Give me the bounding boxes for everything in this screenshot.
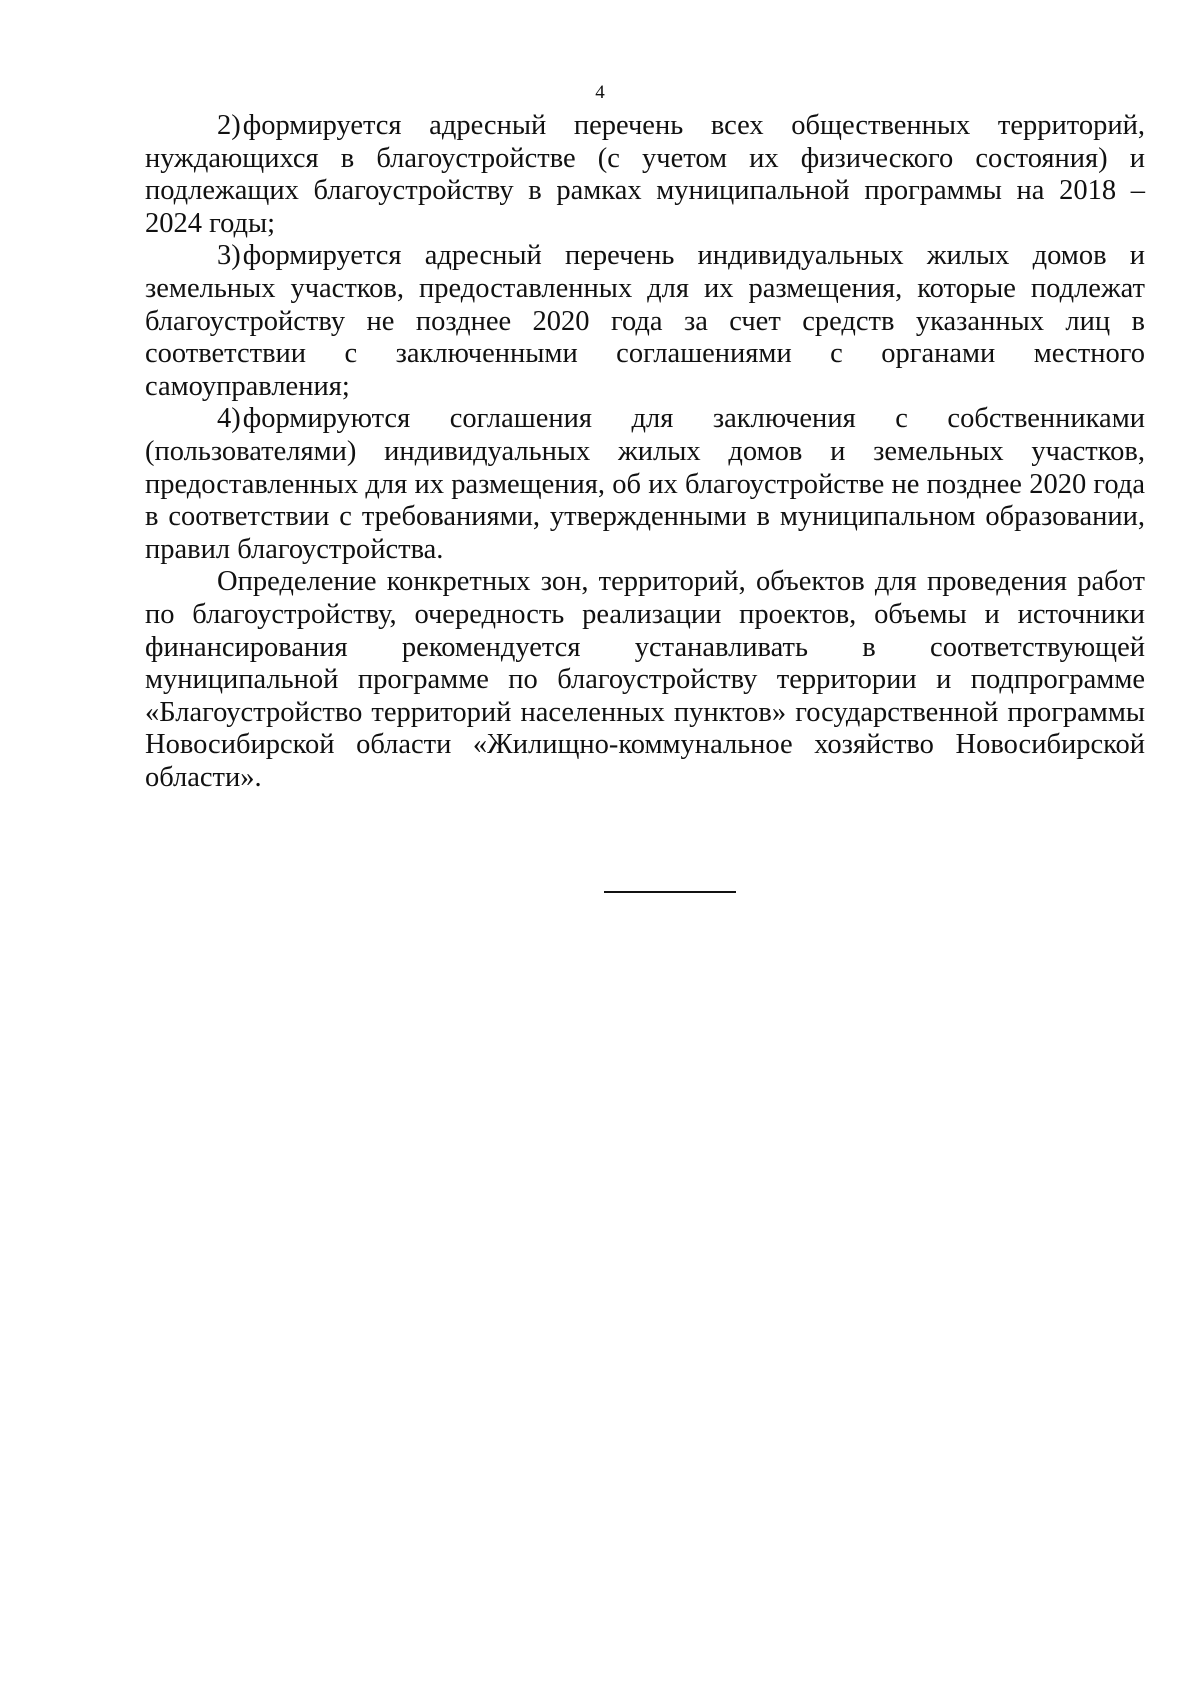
paragraph-text: Определение конкретных зон, территорий, объектов для проведения работ по благоустройству, очередность реализации проектов, объемы и источники финансирования рекомендуется устанавливать в соответствующей муниципальной программе по благоустройству территории и подпрограмме «Благоустройство территорий населенных пунктов» государственной программы Новосибирской области «Жилищно-коммунальное хозяйство Новосибирской области». (145, 566, 1145, 793)
item-number: 4) (217, 403, 241, 435)
paragraph-text: формируется адресный перечень индивидуальных жилых домов и земельных участков, предоставленных для их размещения, которые подлежат благоустройству не позднее 2020 года за счет средств указанных лиц в соответствии с заключенными соглашениями с органами местного самоуправления; (145, 240, 1145, 402)
page-number: 4 (595, 82, 605, 103)
item-number: 2) (217, 110, 241, 141)
item-number: 3) (217, 240, 241, 272)
paragraph-text: формируются соглашения для заключения с собственниками (пользователями) индивидуальных жилых домов и земельных участков, предоставленных для их размещения, об их благоустройстве не позднее 2020 года в соответствии с требованиями, утвержденными в муниципальном образовании, правил благоустройства. (145, 403, 1145, 565)
paragraph-item-2 (145, 110, 1145, 240)
paragraph-text: формируется адресный перечень всех общественных территорий, нуждающихся в благоустройстве (с учетом их физического состояния) и подлежащих благоустройству в рамках муниципальной программы на 2018 – 2024 годы; (145, 110, 1145, 239)
paragraph-conclusion (145, 566, 1145, 794)
paragraph-item-3 (145, 240, 1145, 403)
document-body (145, 110, 1145, 794)
paragraph-item-4 (145, 403, 1145, 566)
end-of-document-divider (604, 891, 736, 893)
